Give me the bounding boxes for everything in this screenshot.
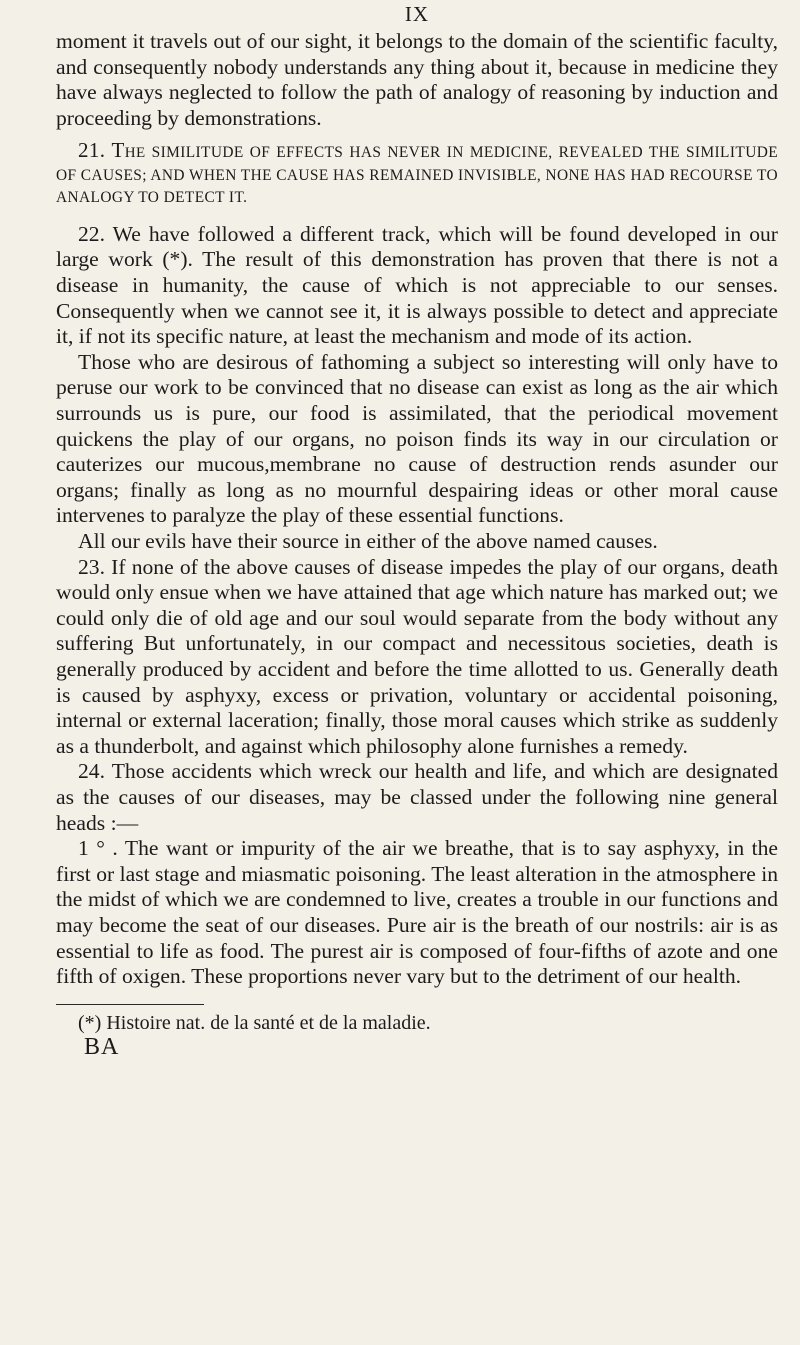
footnote-rule	[56, 1004, 204, 1005]
heading-number: 21.	[78, 138, 106, 163]
page-number: IX	[404, 2, 430, 26]
paragraph-item-1: 1 ° . The want or impurity of the air we breathe, that is to say asphyxy, in the first or last stage and miasmatic poisoning. The least alteration in the atmosphere in the midst of which we are condemned to live, creates a trouble in our functions and may become the seat of our diseases. Pure air is the breath of our nostrils: air is as essential to life as food. The purest air is composed of four-fifths of azote and one fifth of oxigen. These proportions never vary but to the detriment of our health.	[56, 836, 778, 989]
heading-text: SIMILITUDE OF EFFECTS HAS NEVER IN MEDICINE, REVEALED THE SIMILITUDE OF CAUSES; AND WHEN THE CAUSE HAS REMAINED INVISIBLE, NONE HAS HAD RECOURSE TO ANALOGY TO DETECT IT.	[56, 144, 779, 207]
paragraph-fathoming: Those who are desirous of fathoming a subject so interesting will only have to peruse our work to be convinced that no disease can exist as long as the air which surrounds us is pure, our food is assimilated, that the periodical movement quickens the play of our organs, no poison finds its way in our circulation or cauterizes our mucous,membrane no cause of destruction rends asunder our organs; finally as long as no mournful despairing ideas or other moral cause intervenes to paralyze the play of these essential functions.	[56, 349, 778, 528]
section-heading-21	[56, 139, 778, 210]
paragraph-all-evils: All our evils have their source in either of the above named causes.	[78, 529, 658, 553]
paragraph-continuation: moment it travels out of our sight, it belongs to the domain of the scientific faculty, and consequently nobody understands any thing about it, because in medicine they have always neglected to follow the path of analogy of reasoning by induction and proceeding by demonstrations.	[56, 29, 778, 130]
paragraph-24: 24. Those accidents which wreck our health and life, and which are designated as the causes of our diseases, may be classed under the following nine general heads :—	[56, 759, 778, 835]
footnote: (*) Histoire nat. de la santé et de la maladie.	[78, 1011, 431, 1034]
heading-lead-word: The	[111, 138, 146, 163]
signature-mark: BA	[84, 1033, 120, 1060]
paragraph-22: 22. We have followed a different track, which will be found developed in our large work (*). The result of this demonstration has proven that there is not a disease in humanity, the cause of which is not appreciable to our senses. Consequently when we cannot see it, it is always possible to detect and appreciate it, if not its specific nature, at least the mechanism and mode of its action.	[56, 221, 778, 349]
paragraph-23: 23. If none of the above causes of disease impedes the play of our organs, death would only ensue when we have attained that age which nature has marked out; we could only die of old age and our soul would separate from the body without any suffering But unfortunately, in our compact and necessitous societies, death is generally produced by accident and before the time allotted to us. Generally death is caused by asphyxy, excess or privation, voluntary or accidental poisoning, internal or external laceration; finally, those moral causes which strike as suddenly as a thunderbolt, and against which philosophy alone furnishes a remedy.	[56, 554, 778, 758]
